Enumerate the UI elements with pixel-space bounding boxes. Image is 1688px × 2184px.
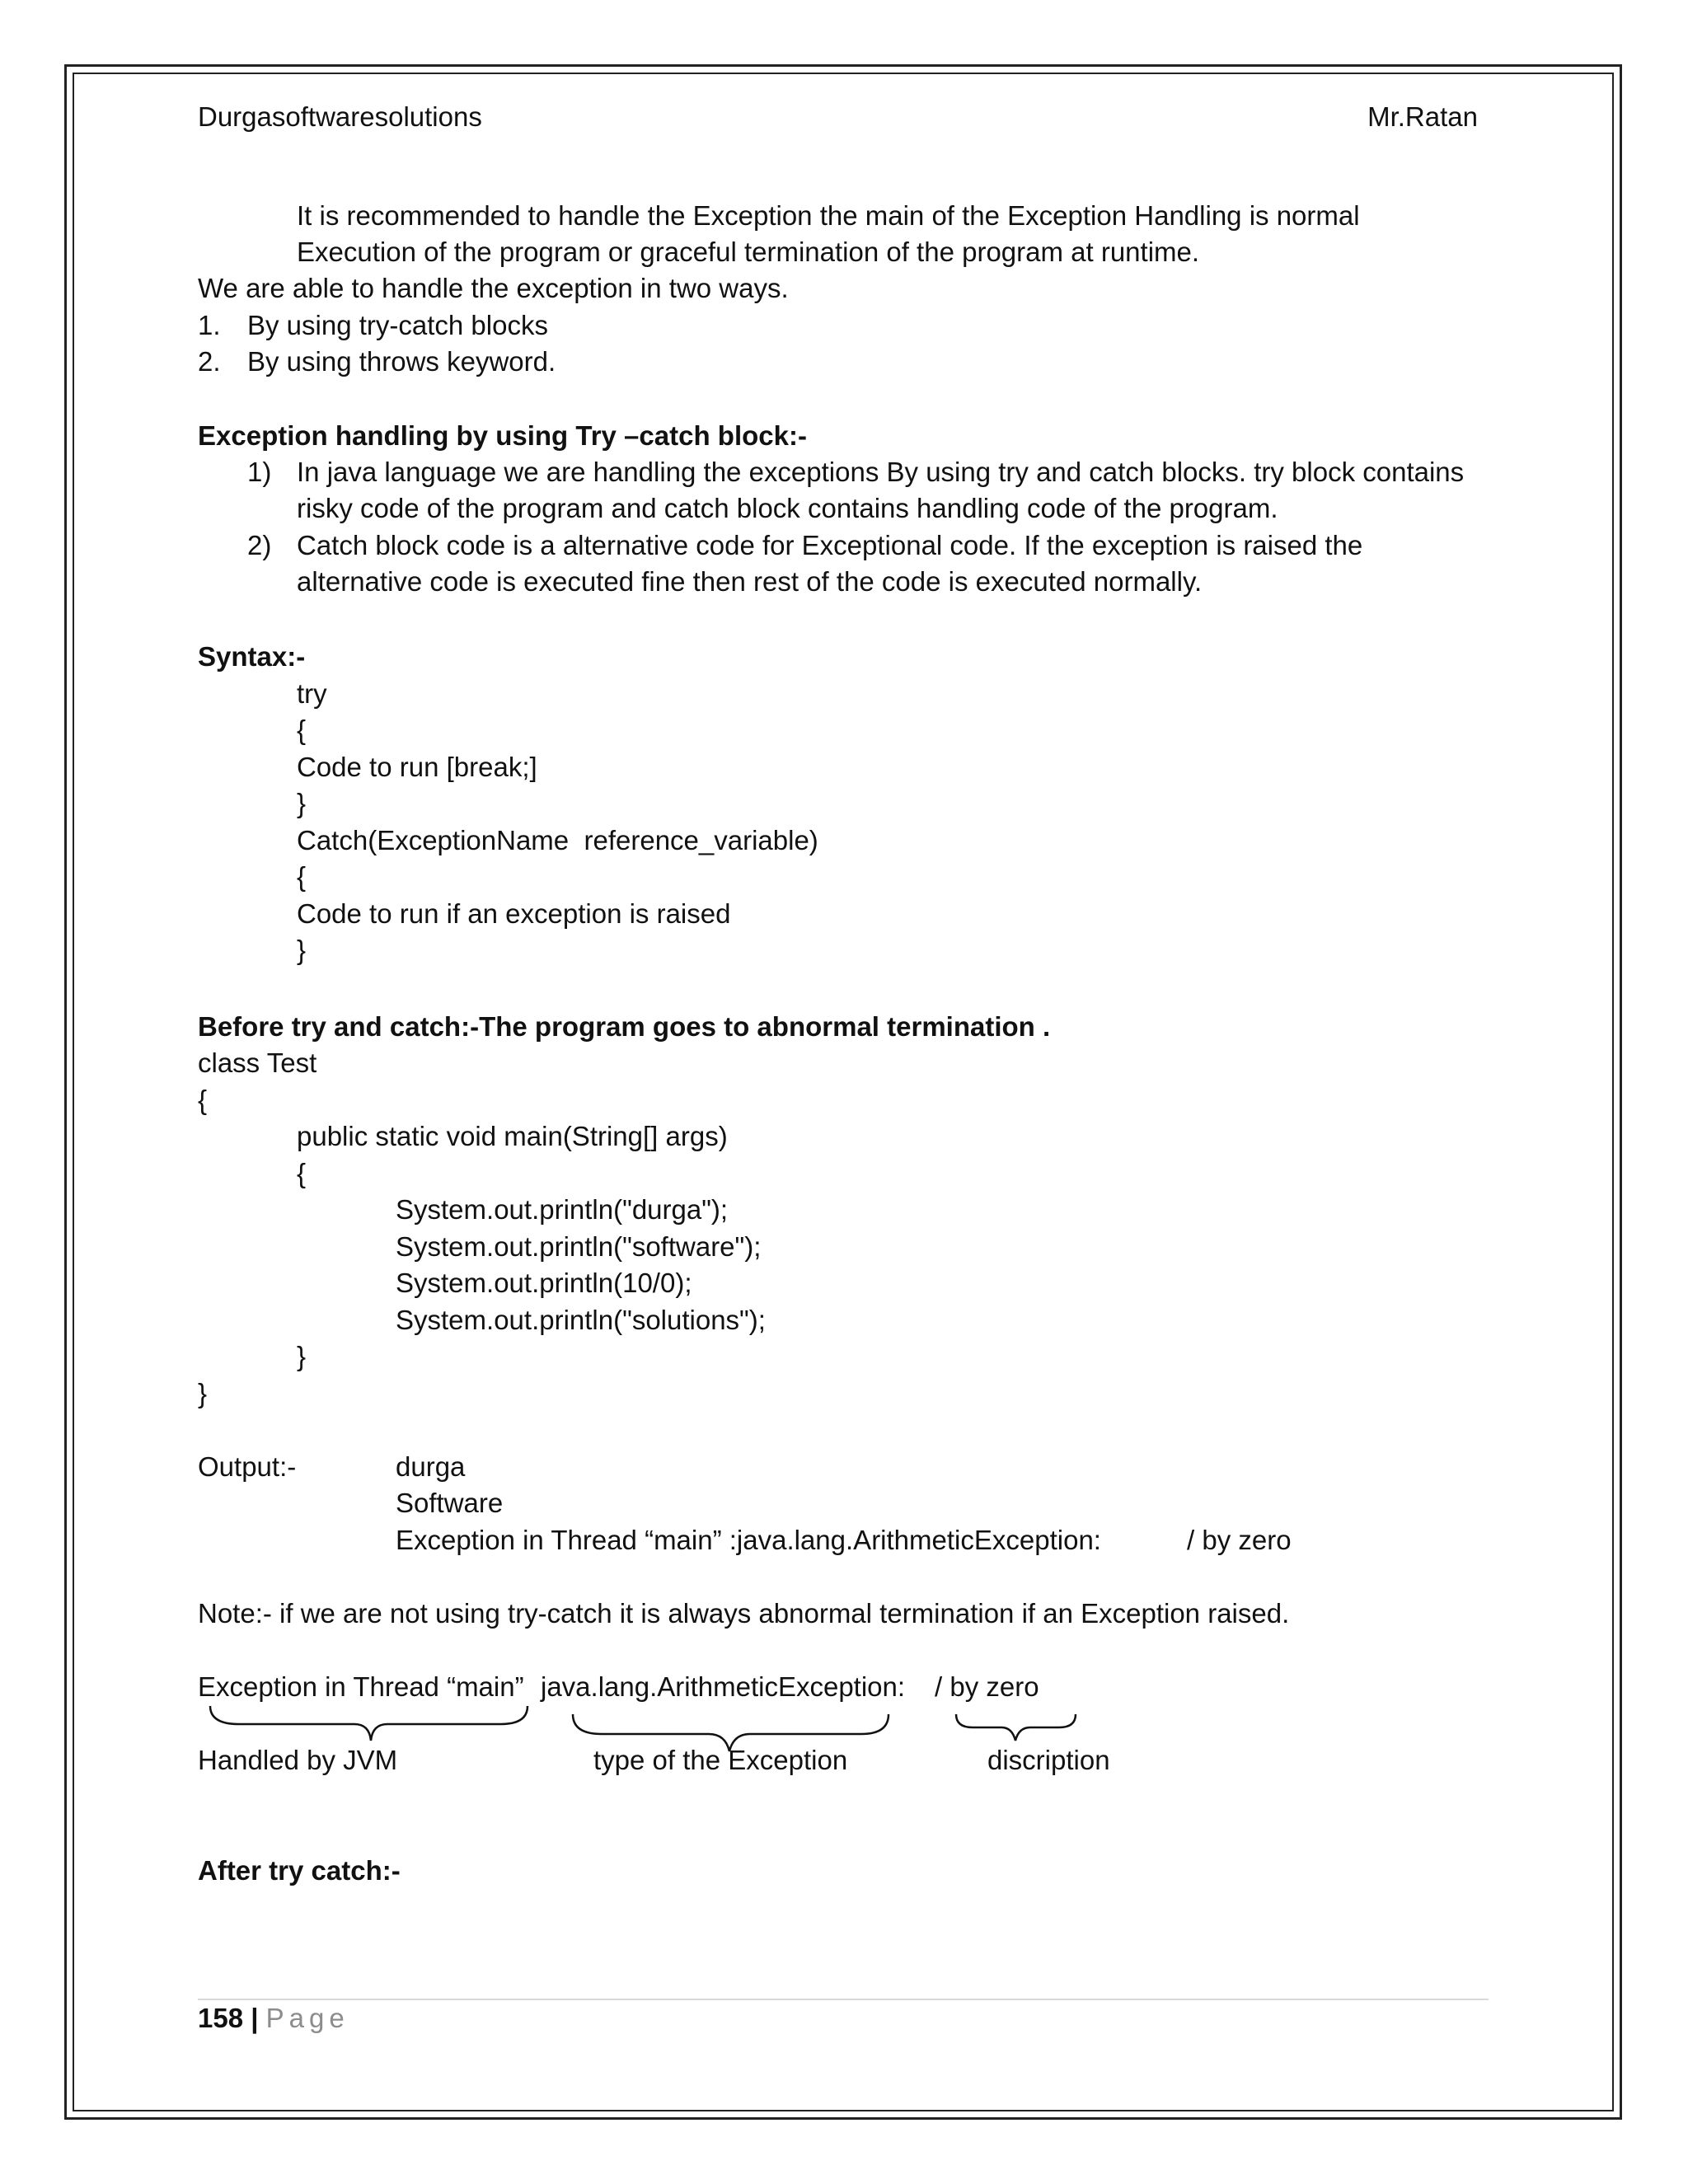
code-line: }	[198, 1378, 208, 1408]
way-text-2: By using throws keyword.	[247, 346, 556, 377]
code-line: public static void main(String[] args)	[297, 1121, 728, 1151]
syntax-heading: Syntax:-	[198, 641, 306, 672]
after-heading: After try catch:-	[198, 1855, 401, 1886]
exception-part-type: java.lang.ArithmeticException:	[541, 1671, 906, 1702]
output-line: durga	[396, 1451, 466, 1482]
code-line: System.out.println("durga");	[396, 1194, 729, 1225]
code-line: System.out.println(10/0);	[396, 1268, 692, 1298]
exception-part-description: / by zero	[935, 1671, 1039, 1702]
header-company: Durgasoftwaresolutions	[198, 101, 482, 132]
before-heading: Before try and catch:-The program goes to abnormal termination .	[198, 1011, 1051, 1042]
trycatch-heading: Exception handling by using Try –catch block:-	[198, 420, 807, 451]
ways-intro: We are able to handle the exception in two ways.	[198, 273, 789, 303]
header-author: Mr.Ratan	[1367, 101, 1478, 132]
page-border-inner	[73, 73, 1614, 2111]
code-line: {	[297, 1158, 307, 1188]
intro-line-1: It is recommended to handle the Exception the main of the Exception Handling is normal	[297, 200, 1360, 231]
way-number-2: 2.	[198, 346, 221, 377]
trycatch-item-1-number: 1)	[247, 457, 272, 487]
trycatch-item-1-line-1: In java language we are handling the exceptions By using try and catch blocks. try block contains	[297, 457, 1465, 487]
footer	[198, 2004, 349, 2032]
way-number-1: 1.	[198, 310, 221, 340]
code-line: System.out.println("solutions");	[396, 1305, 766, 1335]
syntax-line: try	[297, 678, 327, 709]
code-line: }	[297, 1341, 307, 1371]
trycatch-item-2-number: 2)	[247, 530, 272, 560]
syntax-line: {	[297, 861, 307, 892]
output-by-zero: / by zero	[1187, 1525, 1292, 1555]
way-text-1: By using try-catch blocks	[247, 310, 548, 340]
output-line: Exception in Thread “main” :java.lang.ArithmeticException:	[396, 1525, 1101, 1555]
output-line: Software	[396, 1488, 504, 1518]
trycatch-item-2-line-1: Catch block code is a alternative code for Exceptional code. If the exception is raised the	[297, 530, 1363, 560]
output-label: Output:-	[198, 1451, 297, 1482]
trycatch-item-2-line-2: alternative code is executed fine then rest of the code is executed normally.	[297, 566, 1203, 597]
label-type-of-exception: type of the Exception	[593, 1745, 848, 1775]
syntax-line: }	[297, 935, 307, 965]
trycatch-item-1-line-2: risky code of the program and catch block contains handling code of the program.	[297, 493, 1278, 523]
intro-line-2: Execution of the program or graceful termination of the program at runtime.	[297, 237, 1200, 267]
syntax-line: Catch(ExceptionName reference_variable)	[297, 825, 818, 855]
syntax-line: }	[297, 788, 307, 818]
footer-separator: |	[251, 2003, 259, 2033]
code-line: class Test	[198, 1047, 317, 1078]
note-text: Note:- if we are not using try-catch it is always abnormal termination if an Exception raised.	[198, 1598, 1290, 1629]
footer-rule	[198, 1999, 1489, 2000]
page-number: 158	[198, 2003, 244, 2033]
label-description: discription	[987, 1745, 1110, 1775]
syntax-line: Code to run [break;]	[297, 752, 537, 782]
page-label: Page	[265, 2003, 349, 2033]
code-line: {	[198, 1085, 208, 1115]
syntax-line: {	[297, 715, 307, 745]
exception-part-thread: Exception in Thread “main”	[198, 1671, 524, 1702]
label-handled-by-jvm: Handled by JVM	[198, 1745, 398, 1775]
code-line: System.out.println("software");	[396, 1231, 762, 1262]
syntax-line: Code to run if an exception is raised	[297, 898, 731, 929]
